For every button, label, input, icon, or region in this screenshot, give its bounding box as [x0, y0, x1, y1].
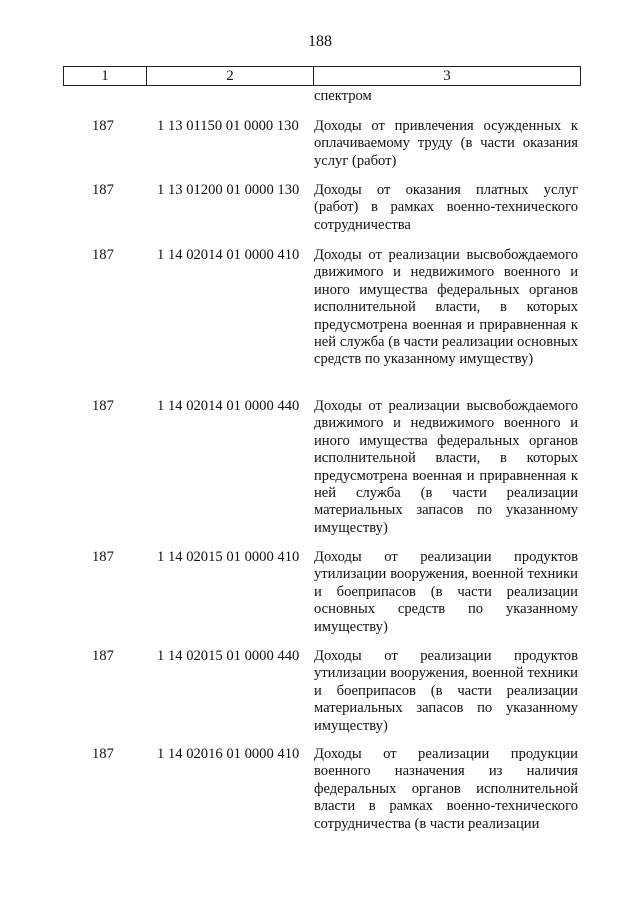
income-name: Доходы от реализации продукции военного назначения из наличия федеральных органов исполнительной власти в рамках военно-технического сотрудничества (в части реализации	[314, 746, 578, 832]
admin-code: 187	[92, 549, 114, 565]
budget-classification-code: 1 13 01200 01 0000 130	[157, 182, 300, 198]
income-name: Доходы от оказания платных услуг (работ) в рамках военно-технического сотрудничества	[314, 182, 578, 233]
admin-code: 187	[92, 398, 114, 414]
budget-classification-code: 1 14 02014 01 0000 440	[157, 398, 300, 414]
budget-classification-code: 1 14 02016 01 0000 410	[157, 746, 300, 762]
income-name: Доходы от реализации продуктов утилизации вооружения, военной техники и боеприпасов (в части реализации материальных запасов по указанному имуществу)	[314, 648, 578, 734]
admin-code: 187	[92, 118, 114, 134]
admin-code: 187	[92, 247, 114, 263]
table-header	[63, 66, 581, 86]
continuation-text: спектром	[314, 88, 372, 104]
income-name: Доходы от реализации высвобождаемого движимого и недвижимого военного и иного имущества федеральных органов исполнительной власти, в которых предусмотрена военная и приравненная к ней служба (в части реализации основных средств по указанному имуществу)	[314, 247, 578, 368]
column-header-2: 2	[147, 67, 314, 86]
column-header-1: 1	[64, 67, 147, 86]
admin-code: 187	[92, 182, 114, 198]
budget-classification-code: 1 14 02015 01 0000 440	[157, 648, 300, 664]
income-name: Доходы от привлечения осужденных к оплачиваемому труду (в части оказания услуг (работ)	[314, 118, 578, 169]
budget-classification-code: 1 14 02015 01 0000 410	[157, 549, 300, 565]
admin-code: 187	[92, 746, 114, 762]
admin-code: 187	[92, 648, 114, 664]
page-number: 188	[308, 33, 332, 50]
income-name: Доходы от реализации продуктов утилизации вооружения, военной техники и боеприпасов (в части реализации основных средств по указанному имуществу)	[314, 549, 578, 635]
budget-classification-code: 1 13 01150 01 0000 130	[157, 118, 299, 134]
budget-classification-code: 1 14 02014 01 0000 410	[157, 247, 300, 263]
income-name: Доходы от реализации высвобождаемого движимого и недвижимого военного и иного имущества федеральных органов исполнительной власти, в которых предусмотрена военная и приравненная к ней служба (в части реализации материальных запасов по указанному имуществу)	[314, 398, 578, 536]
column-header-3: 3	[314, 67, 581, 86]
